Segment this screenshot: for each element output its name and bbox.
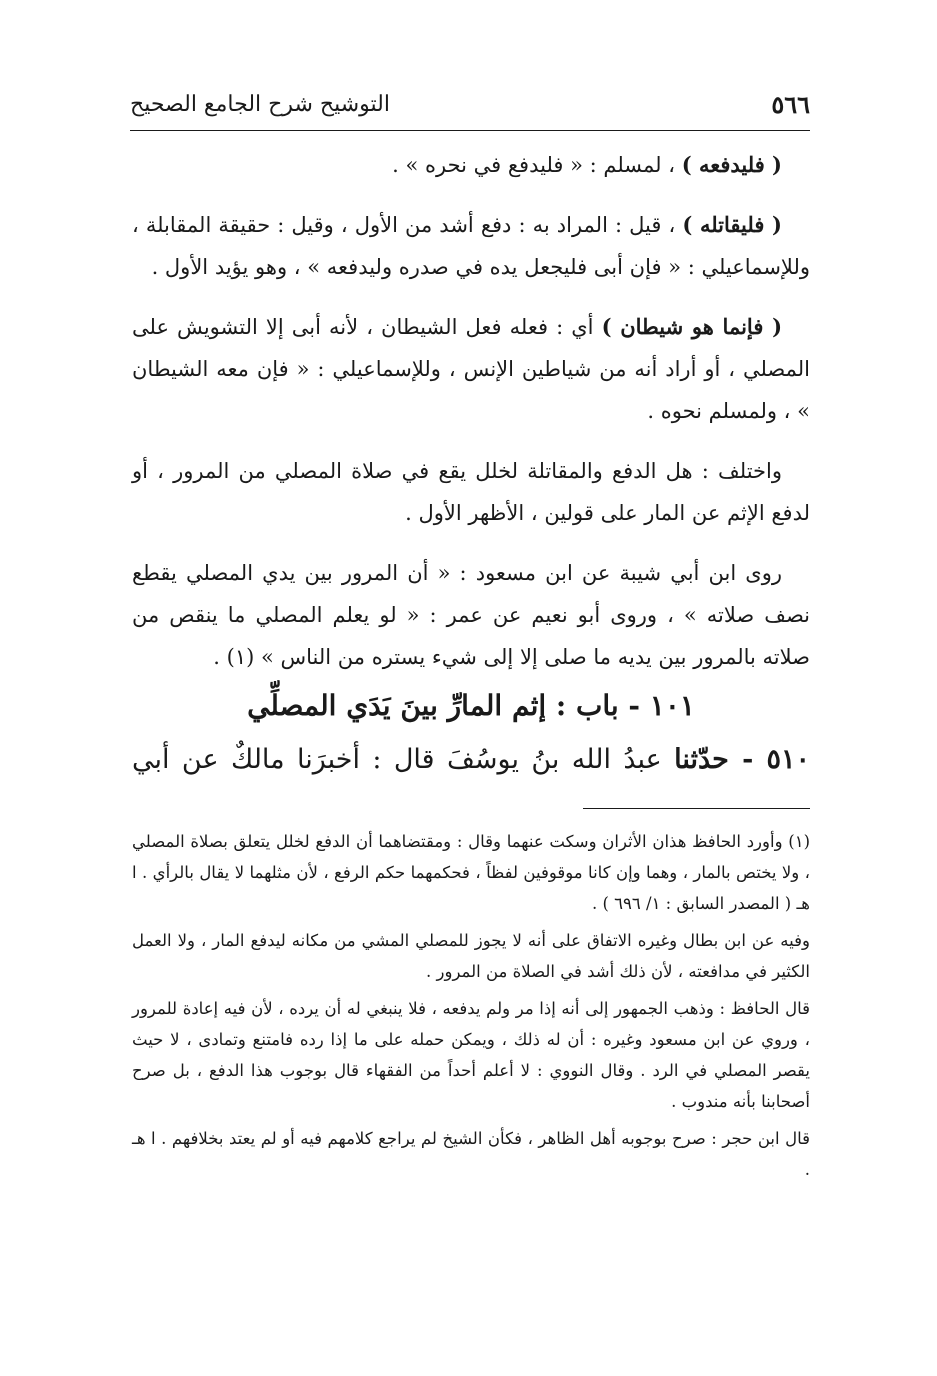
lemma: ( فليدفعه ) — [681, 152, 782, 177]
commentary-paragraph — [132, 552, 810, 678]
commentary-paragraph — [132, 144, 810, 186]
footnote-paragraph: قال ابن حجر : صرح بوجوبه أهل الظاهر ، فكأن الشيخ لم يراجع كلامهم فيه أو لم يعتد بخلافهم . ا هـ . — [132, 1129, 810, 1179]
page-header — [130, 86, 810, 126]
commentary-paragraph — [132, 204, 810, 288]
footnote-paragraph: قال الحافظ : وذهب الجمهور إلى أنه إذا مر ولم يدفعه ، فلا ينبغي له أن يرده ، لأن فيه إعادة للمرور ، وروي عن ابن مسعود وغيره : أن له ذلك ، ويمكن حمله على ما إذا رده فامتنع وتمادى ، لا حيث يقصر المصلي في الرد . وقال النووي : لا أعلم أحداً من الفقهاء قال بوجوب هذا الدفع ، بل صرح أصحابنا بأنه مندوب . — [132, 999, 810, 1111]
paragraph-text: روى ابن أبي شيبة عن ابن مسعود : « أن المرور بين يدي المصلي يقطع نصف صلاته » ، وروى أبو نعيم عن عمر : « لو يعلم المصلي ما ينقص من صلاته بالمرور بين يديه ما صلى إلا إلى شيء يستره من الناس » (١) . — [132, 561, 810, 669]
footnote-paragraph: (١) وأورد الحافظ هذان الأثران وسكت عنهما وقال : ومقتضاهما أن الدفع لخلل يتعلق بصلاة المصلي ، ولا يختص بالمار ، وهما وإن كانا موقوفين لفظاً ، فحكمهما حكم الرفع ، لأن مثلهما لا يقال بالرأي . ا هـ ( المصدر السابق : ١/ ٦٩٦ ) . — [132, 832, 810, 913]
commentary-body — [132, 144, 810, 696]
hadith-number: ٥١٠ - حدّثنا — [674, 744, 810, 775]
footnote-rule — [583, 808, 810, 809]
paragraph-text: أي : فعله فعل الشيطان ، لأنه أبى إلا التشويش على المصلي ، أو أراد أنه من شياطين الإنس ، وللإسماعيلي : « فإن معه الشيطان » ، ولمسلم نحوه . — [132, 315, 810, 423]
paragraph-text: ، لمسلم : « فليدفع في نحره » . — [392, 153, 682, 177]
running-title: التوشيح شرح الجامع الصحيح — [130, 92, 390, 117]
commentary-paragraph — [132, 450, 810, 534]
chapter-heading: ١٠١ - باب : إثم المارِّ بينَ يَدَي المصلِّي — [247, 689, 695, 722]
commentary-paragraph — [132, 306, 810, 432]
header-rule — [130, 130, 810, 131]
footnote-paragraph: وفيه عن ابن بطال وغيره الاتفاق على أنه لا يجوز للمصلي المشي من مكانه ليدفع المار ، ولا العمل الكثير في مدافعته ، لأن ذلك أشد في الصلاة من المرور . — [132, 931, 810, 981]
paragraph-text: ، قيل : المراد به : دفع أشد من الأول ، وقيل : حقيقة المقابلة ، وللإسماعيلي : « فإن أبى فليجعل يده في صدره وليدفعه » ، وهو يؤيد الأول . — [132, 213, 810, 279]
paragraph-text: واختلف : هل الدفع والمقاتلة لخلل يقع في صلاة المصلي من المرور ، أو لدفع الإثم عن المار على قولين ، الأظهر الأول . — [132, 459, 810, 525]
footnotes — [132, 826, 810, 1191]
hadith-text: عبدُ الله بنُ يوسُفَ قال : أخبرَنا مالكٌ عن أبي — [132, 744, 675, 775]
page-number: ٥٦٦ — [771, 90, 810, 119]
hadith-line — [132, 738, 810, 782]
lemma: ( فإنما هو شيطان ) — [601, 314, 783, 339]
lemma: ( فليقاتله ) — [682, 212, 782, 237]
